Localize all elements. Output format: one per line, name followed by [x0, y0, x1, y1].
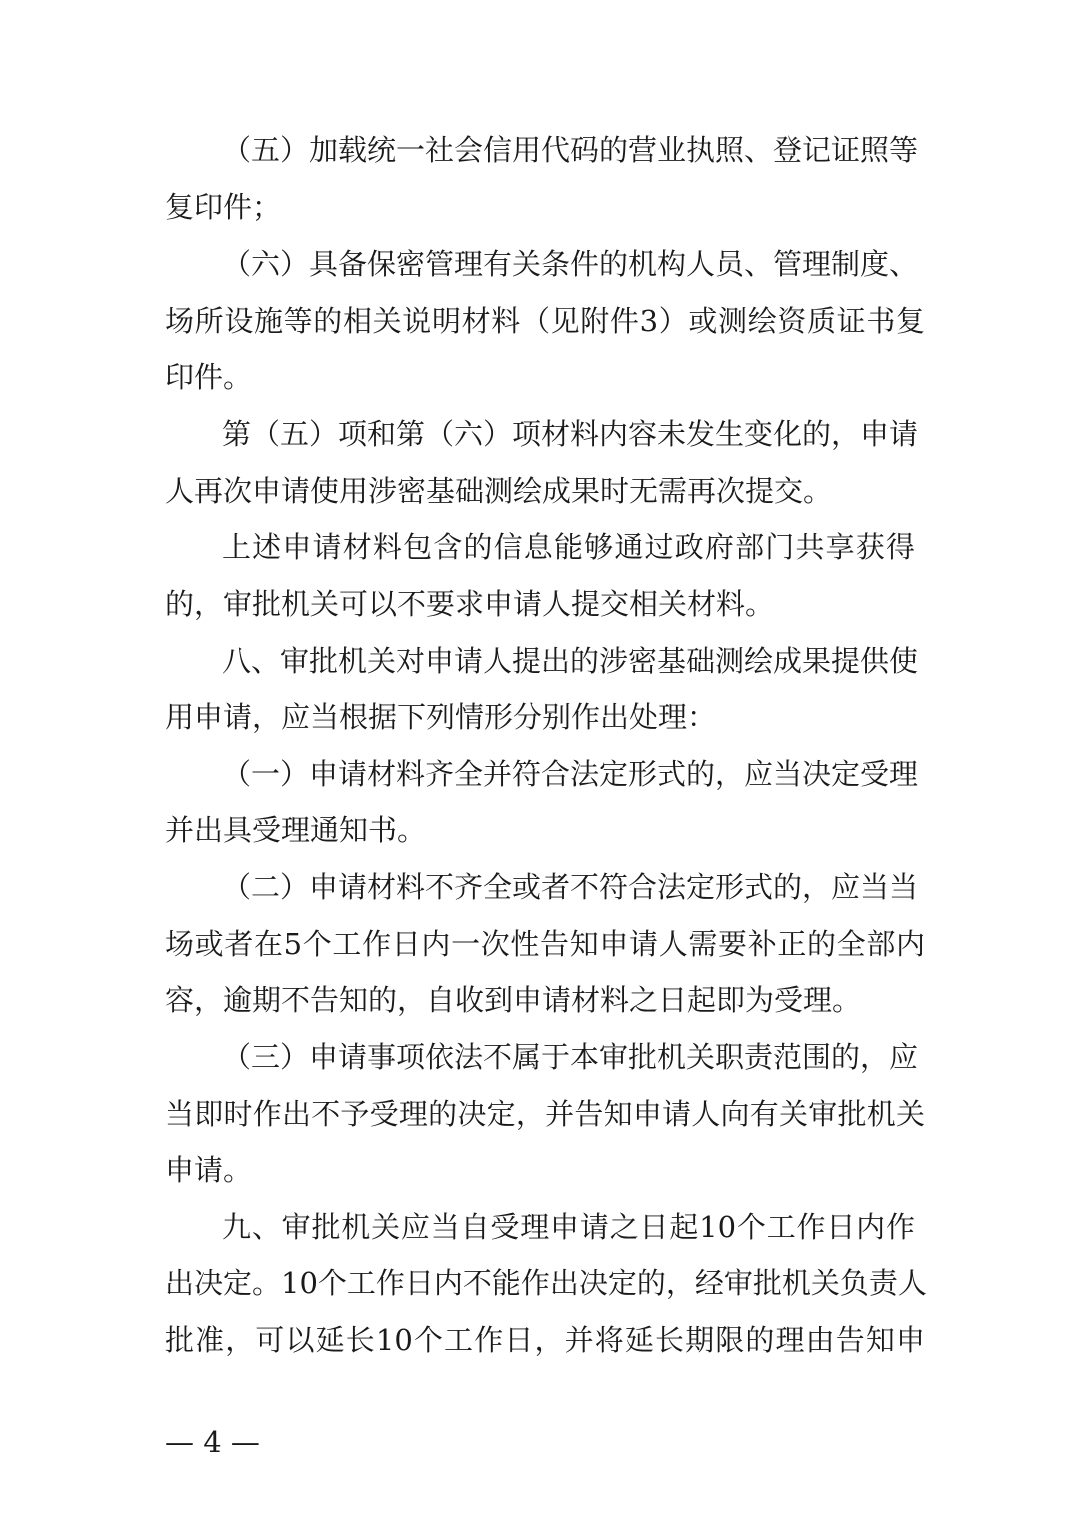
paragraph-line: 申请。 — [165, 1153, 253, 1187]
paragraph-line: 场所设施等的相关说明材料（见附件3）或测绘资质证书复 — [165, 304, 925, 338]
page-number: — 4 — — [165, 1425, 260, 1459]
paragraph-line: 第（五）项和第（六）项材料内容未发生变化的，申请 — [222, 417, 919, 451]
paragraph-line: 人再次申请使用涉密基础测绘成果时无需再次提交。 — [165, 474, 833, 508]
paragraph-line: 场或者在5个工作日内一次性告知申请人需要补正的全部内 — [165, 927, 925, 961]
paragraph-line: 批准，可以延长10个工作日，并将延长期限的理由告知申 — [165, 1323, 925, 1357]
paragraph-line: 出决定。10个工作日内不能作出决定的，经审批机关负责人 — [165, 1266, 927, 1300]
paragraph-line: 印件。 — [165, 360, 253, 394]
paragraph-line: （六）具备保密管理有关条件的机构人员、管理制度、 — [222, 247, 919, 281]
paragraph-line: （一）申请材料齐全并符合法定形式的，应当决定受理 — [222, 757, 919, 791]
paragraph-line: 用申请，应当根据下列情形分别作出处理： — [165, 700, 717, 734]
paragraph-line: 的，审批机关可以不要求申请人提交相关材料。 — [165, 587, 775, 621]
paragraph-line: （五）加载统一社会信用代码的营业执照、登记证照等 — [222, 133, 919, 167]
paragraph-line: （二）申请材料不齐全或者不符合法定形式的，应当当 — [222, 870, 919, 904]
paragraph-line: （三）申请事项依法不属于本审批机关职责范围的，应 — [222, 1040, 919, 1074]
paragraph-line: 上述申请材料包含的信息能够通过政府部门共享获得 — [222, 530, 915, 564]
paragraph-line: 当即时作出不予受理的决定，并告知申请人向有关审批机关 — [165, 1097, 925, 1131]
paragraph-line: 容，逾期不告知的，自收到申请材料之日起即为受理。 — [165, 983, 862, 1017]
paragraph-line: 九、审批机关应当自受理申请之日起10个工作日内作 — [222, 1210, 915, 1244]
paragraph-line: 并出具受理通知书。 — [165, 813, 427, 847]
paragraph-line: 复印件； — [165, 190, 282, 224]
paragraph-line: 八、审批机关对申请人提出的涉密基础测绘成果提供使 — [222, 644, 919, 678]
